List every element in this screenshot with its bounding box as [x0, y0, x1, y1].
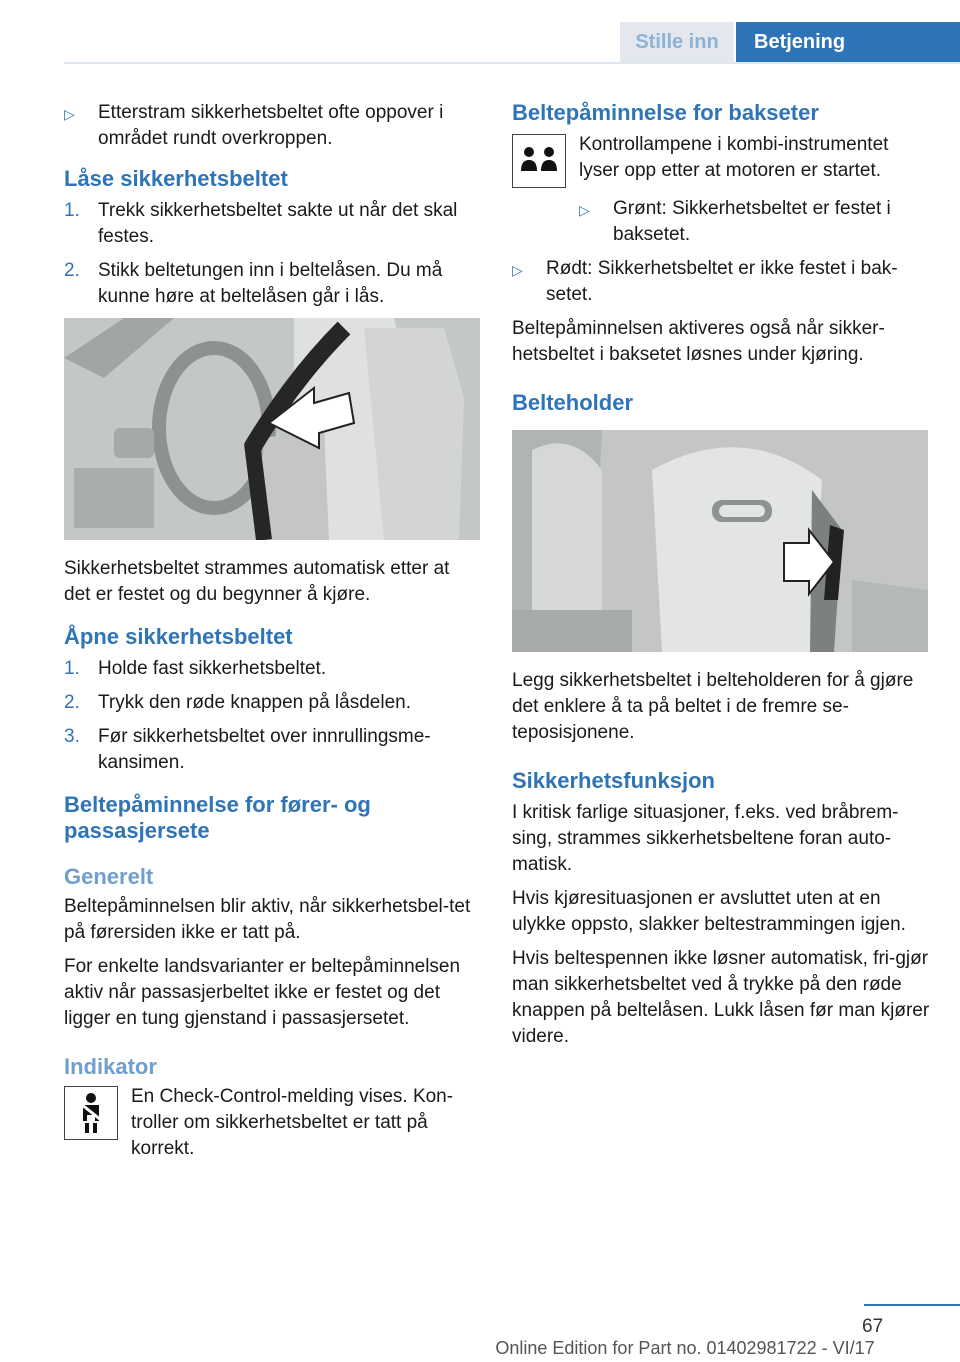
- safety-p3: Hvis beltespennen ikke løsner automatisk, fri‐gjør man sikkerhetsbeltet ved å trykke på den røde knappen på beltelåsen. Lukk låsen før man kjører videre.: [512, 948, 930, 1047]
- lock-steps: [64, 198, 480, 310]
- rear-heading: Beltepåminnelse for bakseter: [512, 100, 819, 125]
- list-item: [64, 198, 480, 250]
- lock-heading: Låse sikkerhetsbeltet: [64, 166, 288, 191]
- step-number: 2.: [64, 260, 80, 281]
- footer-divider: [864, 1304, 960, 1306]
- rear-note: Beltepåminnelsen aktiveres også når sikker‐hetsbeltet i baksetet løsnes under kjøring.: [512, 318, 885, 365]
- step-number: 3.: [64, 726, 80, 747]
- step-text: Trykk den røde knappen på låsdelen.: [98, 692, 411, 713]
- indicator-row: [64, 1084, 480, 1162]
- triangle-bullet-icon: ▷: [64, 106, 75, 122]
- header-divider: [64, 62, 960, 64]
- step-text: Holde fast sikkerhetsbeltet.: [98, 658, 327, 679]
- intro-bullet-text: Etterstram sikkerhetsbeltet ofte oppover i området rundt overkroppen.: [98, 102, 444, 149]
- red-text: Rødt: Sikkerhetsbeltet er ikke festet i bak‐setet.: [546, 258, 898, 305]
- holder-heading: Belteholder: [512, 390, 634, 415]
- step-text: Før sikkerhetsbeltet over innrullingsme‐kansimen.: [98, 726, 431, 773]
- left-column: [64, 100, 480, 1170]
- green-bullet: [579, 196, 932, 248]
- edition-note: Online Edition for Part no. 01402981722 - VI/17: [495, 1338, 875, 1358]
- list-item: [64, 258, 480, 310]
- step-number: 1.: [64, 200, 80, 221]
- seatbelt-warning-icon: [64, 1086, 118, 1140]
- photo-caption: Sikkerhetsbeltet strammes automatisk etter at det er festet og du begynner å kjøre.: [64, 558, 450, 605]
- open-heading: Åpne sikkerhetsbeltet: [64, 624, 293, 649]
- holder-caption: Legg sikkerhetsbeltet i belteholderen for å gjøre det enklere å ta på beltet i de fremre se‐teposisjonene.: [512, 670, 914, 743]
- tab-stille-inn[interactable]: Stille inn: [620, 22, 734, 62]
- rear-text: Kontrollampene i kombi-instrumentet lyser opp etter at motoren er startet.: [579, 134, 889, 181]
- triangle-bullet-icon: ▷: [579, 202, 590, 218]
- general-p2: For enkelte landsvarianter er beltepåminnelsen aktiv når passasjerbeltet ikke er festet og det ligger en tung gjenstand i passasjersetet.: [64, 956, 461, 1029]
- list-item: [64, 656, 480, 682]
- step-text: Trekk sikkerhetsbeltet sakte ut når det skal festes.: [98, 200, 458, 247]
- reminder-heading: Beltepåminnelse for fører- og passasjersete: [64, 792, 371, 843]
- list-item: [64, 724, 480, 776]
- red-bullet: [512, 256, 932, 308]
- indicator-heading: Indikator: [64, 1054, 157, 1079]
- general-heading: Generelt: [64, 864, 154, 889]
- step-number: 1.: [64, 658, 80, 679]
- safety-p1: I kritisk farlige situasjoner, f.eks. ved bråbrem‐sing, strammes sikkerhetsbeltene foran auto‐matisk.: [512, 802, 899, 875]
- step-number: 2.: [64, 692, 80, 713]
- indicator-text: En Check-Control-melding vises. Kon‐troller om sikkerhetsbeltet er tatt på korrekt.: [131, 1086, 454, 1159]
- triangle-bullet-icon: ▷: [512, 262, 523, 278]
- safety-p2: Hvis kjøresituasjonen er avsluttet uten at en ulykke oppsto, slakker beltestrammingen igjen.: [512, 888, 906, 935]
- rear-row: [512, 132, 932, 188]
- open-steps: [64, 656, 480, 776]
- page-number: 67: [862, 1316, 884, 1337]
- rear-passengers-icon: [512, 134, 566, 188]
- buckle-photo: [64, 318, 480, 540]
- list-item: [64, 690, 480, 716]
- safety-heading: Sikkerhetsfunksjon: [512, 768, 715, 793]
- belt-holder-photo: [512, 430, 928, 652]
- green-text: Grønt: Sikkerhetsbeltet er festet i baksetet.: [613, 198, 891, 245]
- right-column: [512, 100, 932, 1058]
- general-p1: Beltepåminnelsen blir aktiv, når sikkerhetsbel‐tet på førersiden ikke er tatt på.: [64, 896, 471, 943]
- intro-bullet: [64, 100, 480, 152]
- step-text: Stikk beltetungen inn i beltelåsen. Du må kunne høre at beltelåsen går i lås.: [98, 260, 443, 307]
- tab-betjening[interactable]: Betjening: [736, 22, 960, 62]
